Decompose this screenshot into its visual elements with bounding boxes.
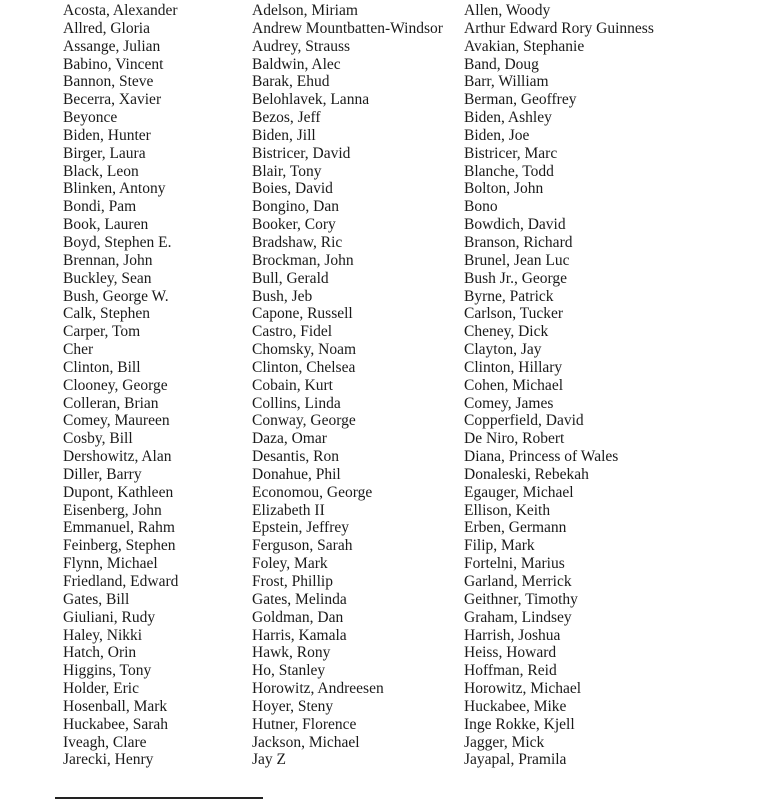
name-entry: Economou, George [252, 483, 373, 501]
name-entry: Cheney, Dick [464, 323, 549, 341]
name-entry: Cosby, Bill [63, 430, 133, 448]
name-entry: Jayapal, Pramila [464, 751, 567, 769]
name-entry: Ellison, Keith [464, 501, 551, 519]
name-entry: Capone, Russell [252, 305, 353, 323]
name-entry: Boyd, Stephen E. [63, 233, 172, 251]
name-entry: Blair, Tony [252, 162, 322, 180]
name-entry: Black, Leon [63, 162, 139, 180]
name-entry: Jay Z [252, 751, 287, 769]
name-entry: Garland, Merrick [464, 573, 572, 590]
name-entry: Beyonce [63, 109, 118, 127]
name-entry: Goldman, Dan [252, 608, 344, 626]
name-entry: Bowdich, David [464, 216, 566, 234]
name-entry: Cher [63, 341, 94, 359]
name-entry: Blanche, Todd [464, 162, 554, 180]
name-entry: Frost, Phillip [252, 573, 333, 590]
name-entry: Bush Jr., George [464, 269, 568, 287]
name-entry: Berman, Geoffrey [464, 91, 577, 109]
name-entry: Huckabee, Mike [464, 697, 567, 715]
name-column-2 [252, 2, 457, 769]
name-entry: Hawk, Rony [252, 644, 331, 662]
name-entry: Booker, Cory [252, 216, 336, 234]
name-entry: Biden, Hunter [63, 126, 151, 144]
name-entry: Bezos, Jeff [252, 109, 321, 127]
name-entry: Collins, Linda [252, 394, 341, 412]
name-entry: Fortelni, Marius [464, 555, 565, 573]
name-entry: Friedland, Edward [63, 573, 179, 590]
name-entry: Foley, Mark [252, 555, 328, 573]
name-entry: Emmanuel, Rahm [63, 519, 175, 537]
name-entry: Castro, Fidel [252, 323, 333, 341]
name-entry: Comey, Maureen [63, 412, 170, 430]
name-entry: Horowitz, Andreesen [252, 680, 384, 698]
name-entry: Huckabee, Sarah [63, 715, 169, 733]
name-entry: Conway, George [252, 412, 356, 430]
name-entry: Ho, Stanley [252, 662, 326, 680]
name-entry: Bistricer, Marc [464, 144, 558, 162]
name-entry: Bradshaw, Ric [252, 233, 343, 251]
name-entry: Arthur Edward Rory Guinness [464, 19, 654, 37]
name-entry: Assange, Julian [63, 37, 161, 55]
name-entry: Filip, Mark [464, 537, 535, 555]
name-entry: Clinton, Bill [63, 358, 141, 376]
name-entry: Bistricer, David [252, 144, 351, 162]
name-entry: Higgins, Tony [63, 662, 152, 680]
name-entry: Brennan, John [63, 251, 153, 269]
name-entry: Haley, Nikki [63, 626, 143, 644]
name-entry: Clinton, Chelsea [252, 358, 356, 376]
name-entry: Carper, Tom [63, 323, 141, 341]
name-entry: Allen, Woody [464, 2, 551, 19]
name-entry: Graham, Lindsey [464, 608, 572, 626]
name-entry: Ferguson, Sarah [252, 537, 353, 555]
name-entry: Desantis, Ron [252, 448, 339, 466]
name-entry: Hoffman, Reid [464, 662, 557, 680]
footnote-separator-line [55, 797, 263, 799]
name-entry: Bush, Jeb [252, 287, 313, 305]
name-entry: Carlson, Tucker [464, 305, 564, 323]
name-entry: Biden, Joe [464, 126, 530, 144]
name-entry: Colleran, Brian [63, 394, 159, 412]
name-entry: Gates, Melinda [252, 590, 347, 608]
name-column-3 [464, 2, 674, 769]
name-entry: Donaleski, Rebekah [464, 465, 589, 483]
name-entry: Bull, Gerald [252, 269, 329, 287]
name-entry: Audrey, Strauss [252, 37, 351, 55]
name-entry: Babino, Vincent [63, 55, 164, 73]
name-entry: Acosta, Alexander [63, 2, 178, 19]
name-entry: Cohen, Michael [464, 376, 564, 394]
name-entry: Bono [464, 198, 498, 216]
name-entry: Calk, Stephen [63, 305, 150, 323]
name-entry: Giuliani, Rudy [63, 608, 156, 626]
name-column-1 [63, 2, 243, 769]
name-entry: Bush, George W. [63, 287, 169, 305]
name-entry: Clooney, George [63, 376, 168, 394]
name-entry: Avakian, Stephanie [464, 37, 585, 55]
name-entry: Belohlavek, Lanna [252, 91, 370, 109]
name-entry: Clayton, Jay [464, 341, 542, 359]
name-entry: Jagger, Mick [464, 733, 545, 751]
name-entry: Birger, Laura [63, 144, 146, 162]
name-entry: Dupont, Kathleen [63, 483, 174, 501]
name-entry: Iveagh, Clare [63, 733, 147, 751]
name-entry: Byrne, Patrick [464, 287, 554, 305]
name-entry: Holder, Eric [63, 680, 139, 698]
name-entry: Branson, Richard [464, 233, 573, 251]
name-entry: Baldwin, Alec [252, 55, 341, 73]
name-entry: Heiss, Howard [464, 644, 557, 662]
name-entry: Jarecki, Henry [63, 751, 154, 769]
name-entry: Jackson, Michael [252, 733, 360, 751]
name-entry: Blinken, Antony [63, 180, 166, 198]
name-entry: Hosenball, Mark [63, 697, 168, 715]
name-entry: Hutner, Florence [252, 715, 357, 733]
name-entry: Harris, Kamala [252, 626, 347, 644]
name-entry: Clinton, Hillary [464, 358, 563, 376]
name-entry: Flynn, Michael [63, 555, 158, 573]
name-entry: Gates, Bill [63, 590, 130, 608]
name-entry: Bannon, Steve [63, 73, 154, 91]
name-entry: Harrish, Joshua [464, 626, 561, 644]
name-entry: Brunel, Jean Luc [464, 251, 570, 269]
name-entry: Eisenberg, John [63, 501, 162, 519]
name-entry: Donahue, Phil [252, 465, 341, 483]
name-entry: Horowitz, Michael [464, 680, 582, 698]
name-entry: Bondi, Pam [63, 198, 137, 216]
name-entry: Dershowitz, Alan [63, 448, 172, 466]
name-entry: Elizabeth II [252, 501, 325, 519]
name-entry: Band, Doug [464, 55, 539, 73]
name-entry: Biden, Ashley [464, 109, 552, 127]
name-entry: Andrew Mountbatten-Windsor [252, 19, 443, 37]
name-entry: Egauger, Michael [464, 483, 574, 501]
name-entry: Biden, Jill [252, 126, 316, 144]
name-entry: Boies, David [252, 180, 333, 198]
name-entry: Barr, William [464, 73, 549, 91]
name-entry: Hatch, Orin [63, 644, 137, 662]
name-entry: Buckley, Sean [63, 269, 152, 287]
name-entry: Allred, Gloria [63, 19, 150, 37]
name-entry: Barak, Ehud [252, 73, 330, 91]
name-entry: Erben, Germann [464, 519, 567, 537]
name-entry: Bongino, Dan [252, 198, 339, 216]
name-entry: Brockman, John [252, 251, 354, 269]
name-entry: De Niro, Robert [464, 430, 565, 448]
name-entry: Adelson, Miriam [252, 2, 358, 19]
name-entry: Geithner, Timothy [464, 590, 578, 608]
name-entry: Diller, Barry [63, 465, 142, 483]
name-entry: Hoyer, Steny [252, 697, 334, 715]
name-entry: Comey, James [464, 394, 554, 412]
name-entry: Cobain, Kurt [252, 376, 333, 394]
name-entry: Book, Lauren [63, 216, 149, 234]
name-entry: Becerra, Xavier [63, 91, 162, 109]
name-entry: Epstein, Jeffrey [252, 519, 349, 537]
name-entry: Chomsky, Noam [252, 341, 357, 359]
name-entry: Diana, Princess of Wales [464, 448, 619, 466]
name-entry: Daza, Omar [252, 430, 327, 448]
name-entry: Feinberg, Stephen [63, 537, 176, 555]
name-entry: Copperfield, David [464, 412, 584, 430]
name-entry: Inge Rokke, Kjell [464, 715, 575, 733]
name-entry: Bolton, John [464, 180, 544, 198]
